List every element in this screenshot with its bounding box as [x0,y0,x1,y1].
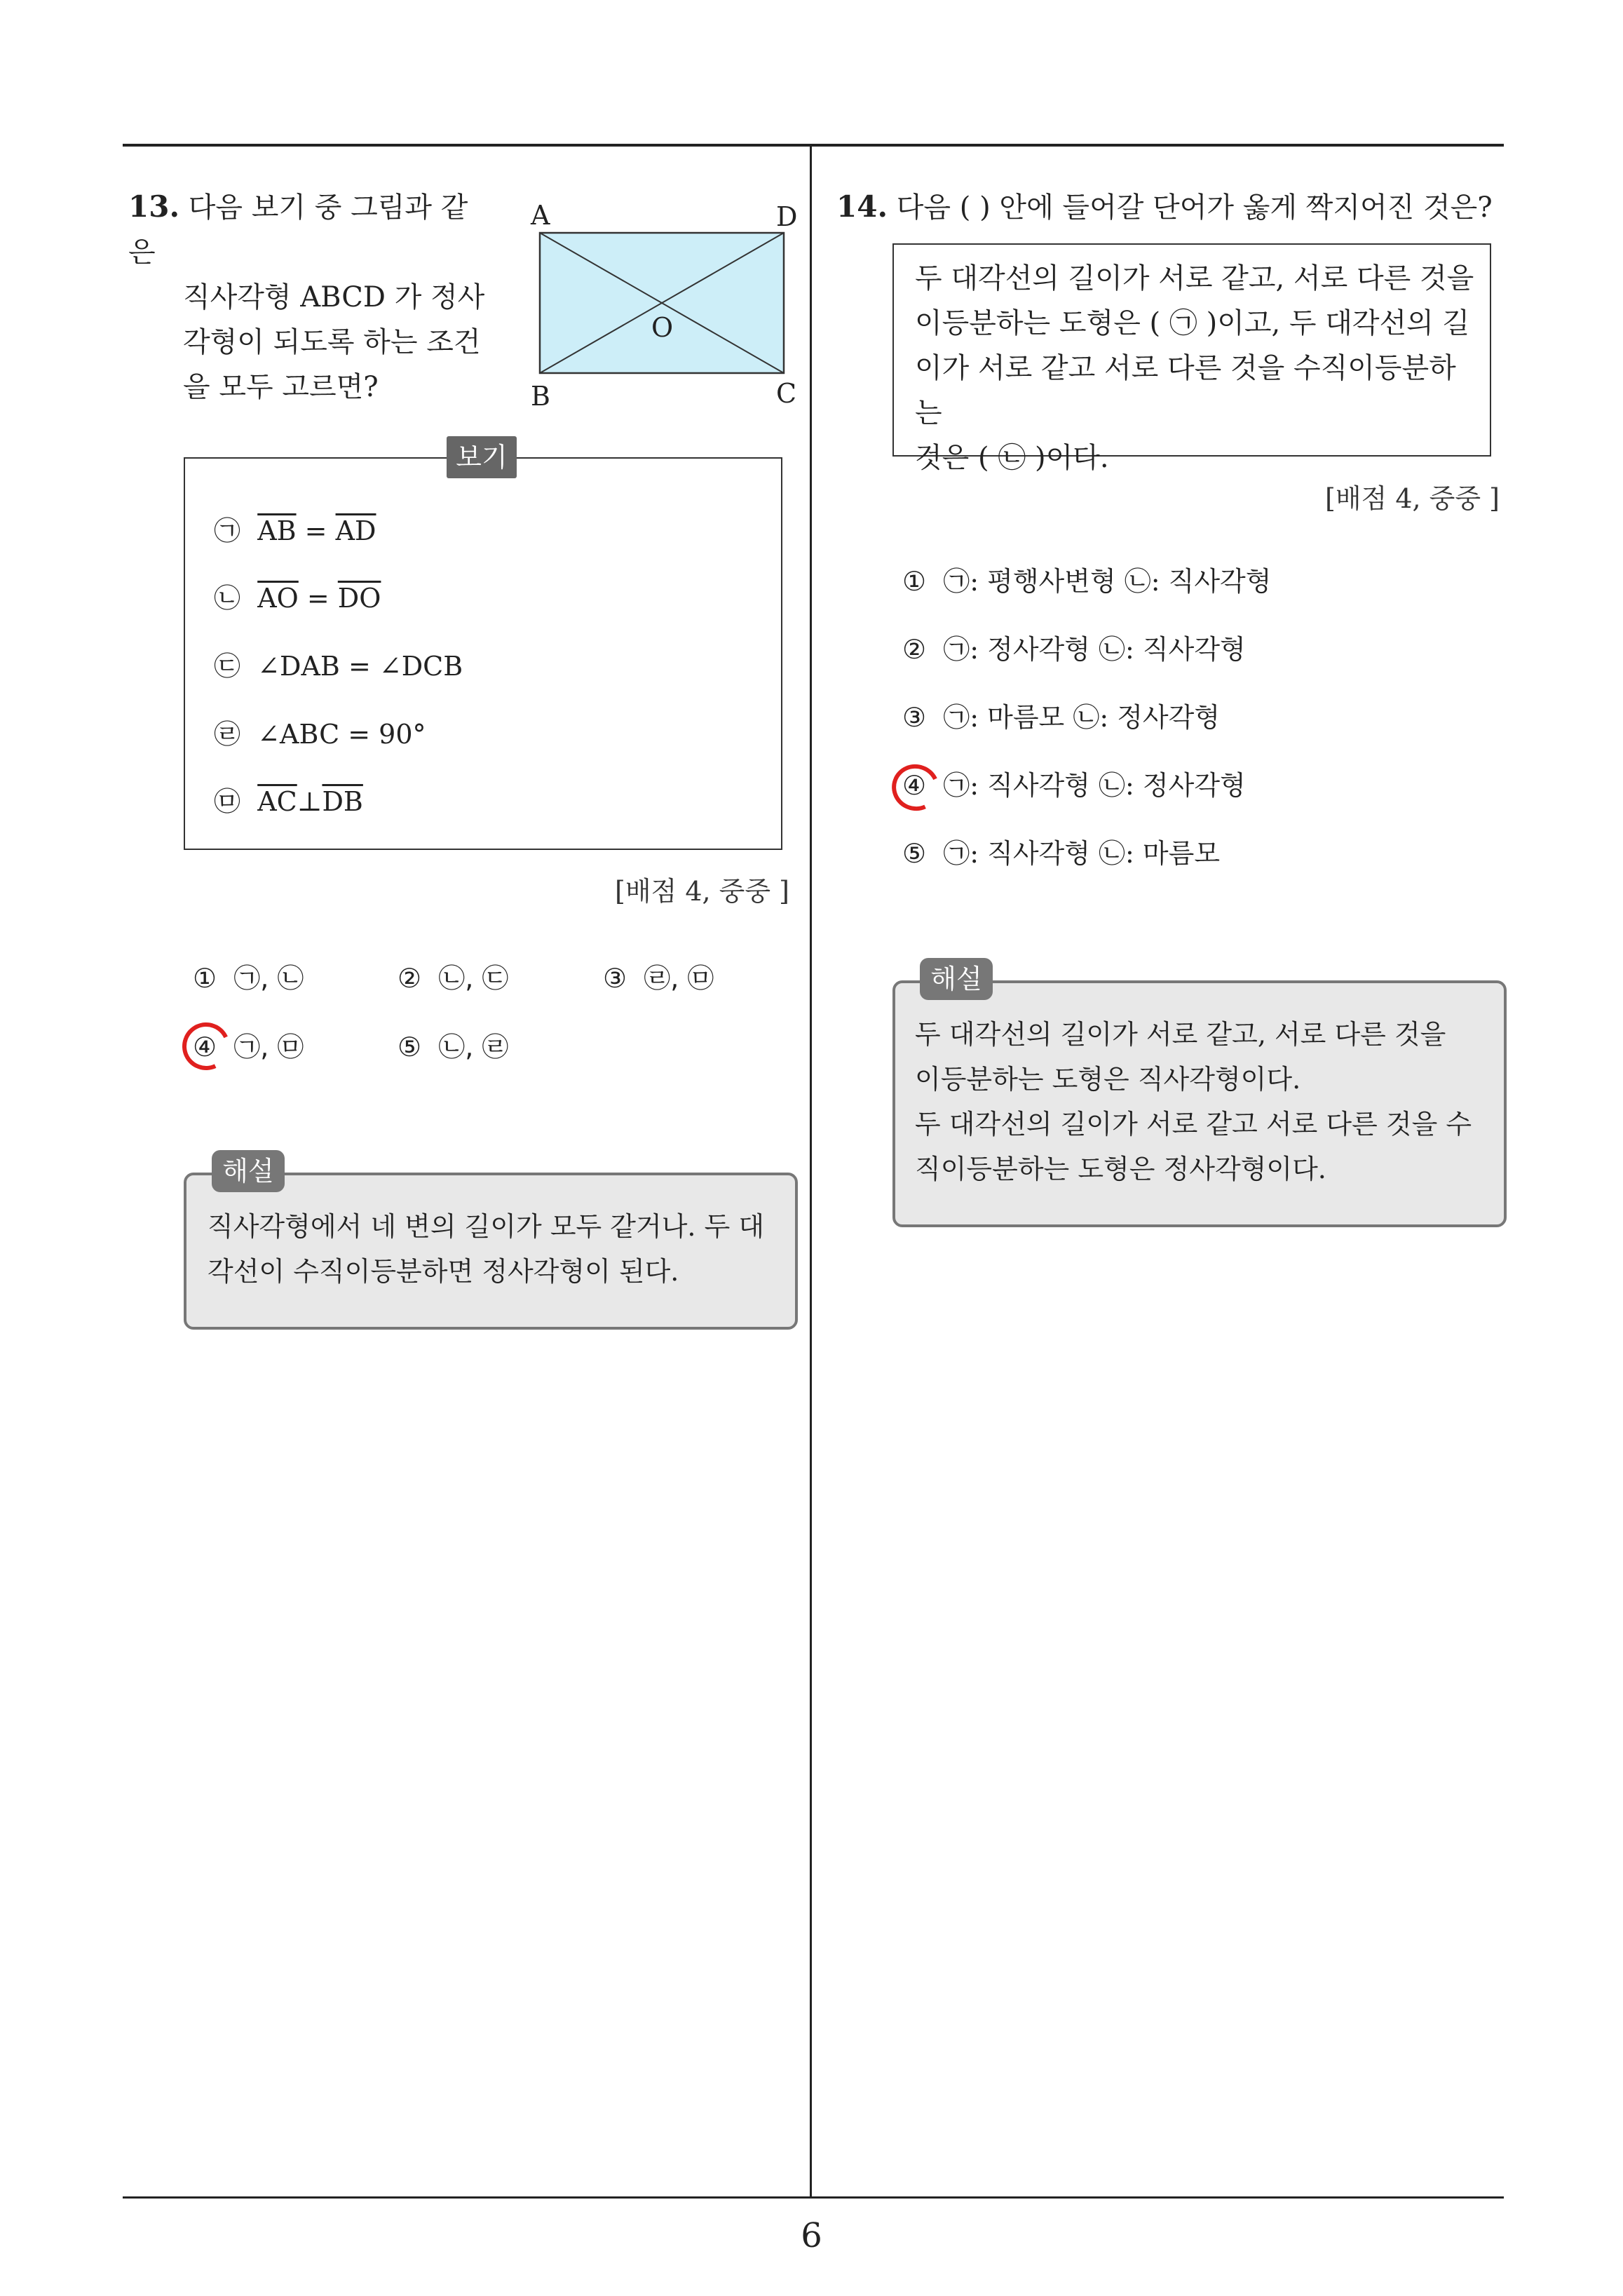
solution-text: 두 대각선의 길이가 서로 같고, 서로 다른 것을 이등분하는 도형은 직사각형이다. 두 대각선의 길이가 서로 같고 서로 다른 것을 수 직이등분하는 도형은 정사각형이다. [915,1019,1472,1184]
question-number: 13. [128,189,180,224]
answer-mark [885,757,946,817]
bogi-item: ㉠ $\overline{AB} = \overline{AD}$ [214,515,376,546]
bogi-item: ㉡ $\overline{AO} = \overline{DO}$ [214,583,381,614]
choice-3[interactable]: ③ ㉣, ㉤ [603,963,714,994]
choice-4[interactable]: ④ ㉠: 직사각형 ㉡: 정사각형 [902,770,1246,801]
label-o: O [651,312,674,343]
choice-3[interactable]: ③ ㉠: 마름모 ㉡: 정사각형 [902,702,1221,733]
answer-mark [175,1015,236,1076]
top-rule [123,144,1504,147]
rectangle-figure [522,196,803,407]
solution-label: 해설 [212,1150,285,1192]
question-line: 각형이 되도록 하는 조건 [183,326,481,358]
choice-5[interactable]: ⑤ ㉡, ㉣ [398,1032,509,1062]
label-b: B [531,381,550,407]
choice-1[interactable]: ① ㉠, ㉡ [193,963,304,994]
question-line: 다음 보기 중 그림과 같은 [128,191,468,269]
label-a: A [531,200,550,231]
question-number: 14. [836,189,888,224]
column-divider [810,145,812,2198]
solution-label: 해설 [920,958,993,1000]
bogi-item: ㉣ ∠ABC = 90° [214,719,426,750]
score-label: [배점 4, 중중 ] [615,876,789,907]
frame-text: 두 대각선의 길이가 서로 같고, 서로 다른 것을 이등분하는 도형은 ( ㉠ )이고, 두 대각선의 길 이가 서로 같고 서로 다른 것을 수직이등분하는 것은 ( ㉡ )이다. [915,262,1474,474]
score-label: [배점 4, 중중 ] [1325,483,1500,514]
label-c: C [776,378,797,407]
question-line: 직사각형 ABCD 가 정사 [183,281,485,313]
choice-1[interactable]: ① ㉠: 평행사변형 ㉡: 직사각형 [902,566,1272,597]
question-text: 다음 ( ) 안에 들어갈 단어가 옳게 짝지어진 것은? [896,191,1493,224]
bottom-rule [123,2196,1504,2199]
choice-5[interactable]: ⑤ ㉠: 직사각형 ㉡: 마름모 [902,838,1221,869]
bogi-item: ㉤ $\overline{AC}\perp\overline{DB}$ [214,786,363,817]
choice-2[interactable]: ② ㉡, ㉢ [398,963,509,994]
choice-2[interactable]: ② ㉠: 정사각형 ㉡: 직사각형 [902,634,1246,665]
question-13 [128,184,493,410]
label-d: D [776,201,798,232]
question-14 [836,184,1509,230]
bogi-item: ㉢ ∠DAB = ∠DCB [214,651,463,682]
solution-text: 직사각형에서 네 변의 길이가 모두 같거나. 두 대 각선이 수직이등분하면 정사각형이 된다. [208,1211,765,1287]
page-number: 6 [801,2216,822,2255]
bogi-label: 보기 [447,436,517,478]
question-line: 을 모두 고르면? [183,371,379,403]
choice-4[interactable]: ④ ㉠, ㉤ [193,1032,304,1062]
